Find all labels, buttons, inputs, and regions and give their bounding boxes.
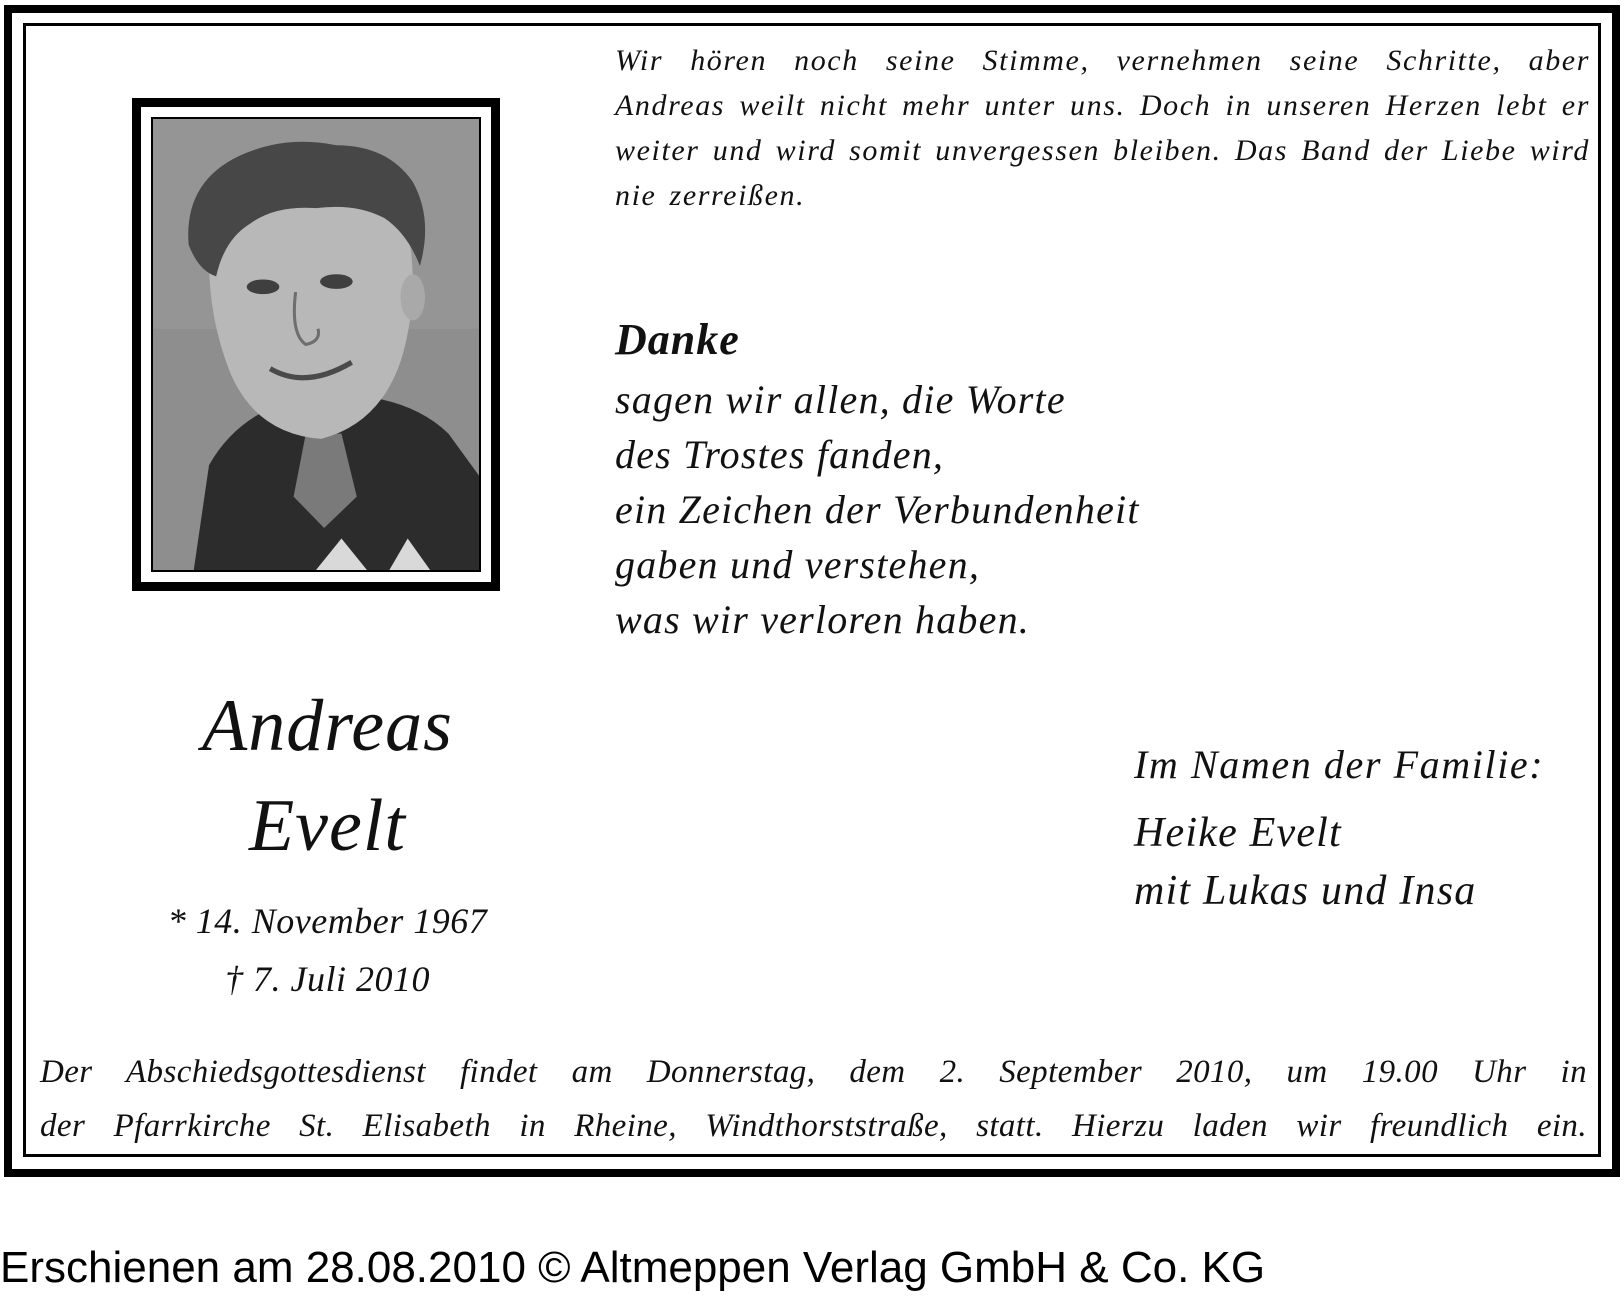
- deceased-info: [140, 676, 515, 1008]
- service-line: Der Abschiedsgottesdienst findet am Donnerstag, dem 2. September 2010, um 19.00 Uhr in: [40, 1054, 1587, 1090]
- family-name-line: Heike Evelt: [1134, 810, 1342, 856]
- family-names: [1134, 804, 1544, 920]
- funeral-service-notice: [40, 1045, 1587, 1153]
- thanks-line: was wir verloren haben.: [615, 597, 1030, 642]
- family-intro: Im Namen der Familie:: [1134, 742, 1545, 787]
- memorial-quote: Wir hören noch seine Stimme, vernehmen seine Schritte, aber Andreas weilt nicht mehr unter uns. Doch in unseren Herzen lebt er weiter und wird somit unvergessen bleiben. Das Band der Liebe wird nie zerreißen.: [615, 44, 1590, 212]
- family-name-line: mit Lukas und Insa: [1134, 868, 1477, 914]
- family-signature: [1134, 740, 1544, 920]
- portrait-photo: [151, 117, 481, 572]
- thanks-line: des Trostes fanden,: [615, 432, 945, 477]
- service-line: der Pfarrkirche St. Elisabeth in Rheine, Windthorststraße, statt. Hierzu laden wir freundlich ein.: [40, 1108, 1587, 1144]
- portrait-photo-frame: [132, 98, 500, 591]
- thanks-text: [615, 372, 1140, 647]
- thanks-line: sagen wir allen, die Worte: [615, 377, 1066, 422]
- thanks-line: gaben und verstehen,: [615, 542, 981, 587]
- publication-footer: Erschienen am 28.08.2010 © Altmeppen Verlag GmbH & Co. KG: [0, 1243, 1266, 1292]
- death-date: † 7. Juli 2010: [225, 959, 430, 999]
- deceased-first-name: Andreas: [202, 685, 453, 767]
- portrait-illustration: [153, 119, 479, 570]
- thanks-line: ein Zeichen der Verbundenheit: [615, 487, 1140, 532]
- birth-date: * 14. November 1967: [167, 901, 488, 941]
- deceased-last-name: Evelt: [248, 785, 406, 867]
- thanks-heading: Danke: [615, 315, 740, 364]
